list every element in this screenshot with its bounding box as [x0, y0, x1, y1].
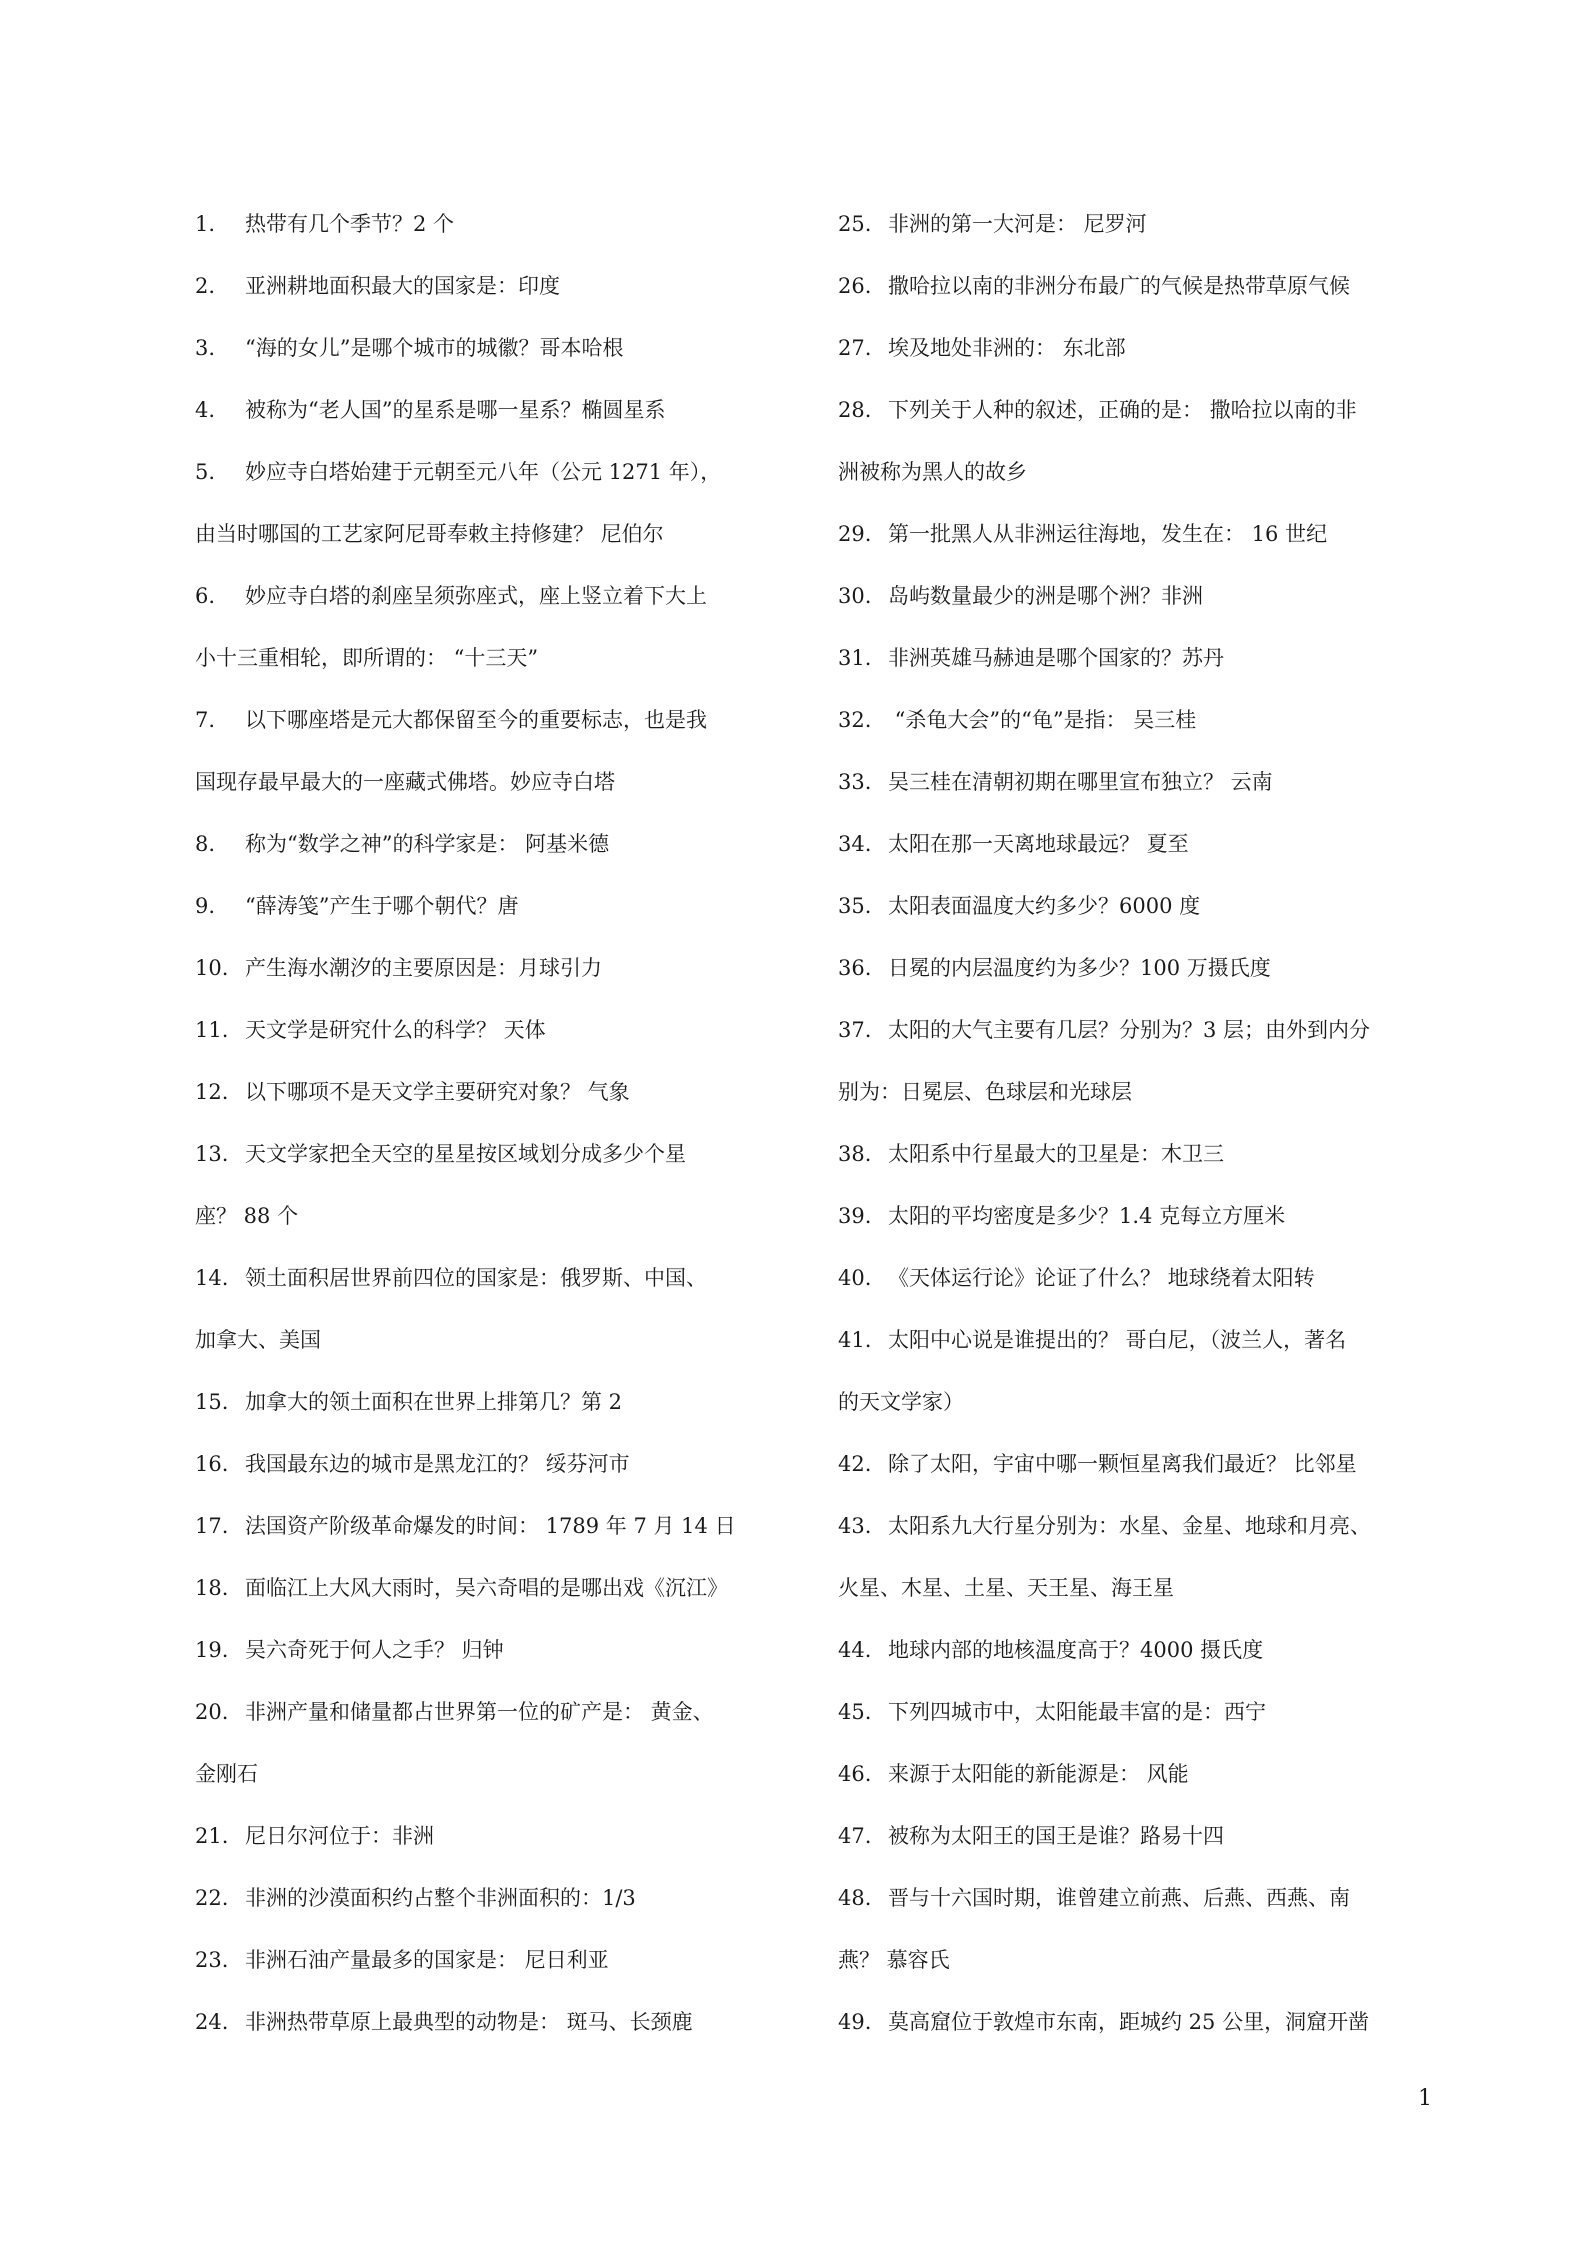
item-number: 38.	[838, 1142, 872, 1166]
text-line	[195, 1630, 795, 1692]
item-text: 领土面积居世界前四位的国家是：俄罗斯、中国、	[245, 1266, 707, 1290]
item-text: 下列关于人种的叙述，正确的是： 撒哈拉以南的非	[888, 398, 1357, 422]
item-number: 23.	[195, 1948, 229, 1972]
text-line	[195, 204, 795, 266]
item-text: 太阳的平均密度是多少？1.4 克每立方厘米	[888, 1204, 1286, 1228]
item-text: 我国最东边的城市是黑龙江的？ 绥芬河市	[245, 1452, 630, 1476]
item-text: 金刚石	[195, 1762, 258, 1786]
text-line	[838, 266, 1438, 328]
text-line	[838, 1444, 1438, 1506]
left-column	[195, 204, 795, 2064]
text-line	[838, 1940, 1438, 2002]
item-number: 13.	[195, 1142, 229, 1166]
item-text: 洲被称为黑人的故乡	[838, 460, 1027, 484]
item-text: 由当时哪国的工艺家阿尼哥奉敕主持修建？ 尼伯尔	[195, 522, 664, 546]
item-text: 日冕的内层温度约为多少？100 万摄氏度	[888, 956, 1271, 980]
text-line	[195, 1940, 795, 2002]
text-line	[838, 390, 1438, 452]
item-text: 太阳系九大行星分别为：水星、金星、地球和月亮、	[888, 1514, 1371, 1538]
item-text: 太阳系中行星最大的卫星是：木卫三	[888, 1142, 1224, 1166]
item-text: 以下哪座塔是元大都保留至今的重要标志，也是我	[245, 708, 707, 732]
item-text: 太阳在那一天离地球最远？ 夏至	[888, 832, 1189, 856]
text-line	[838, 948, 1438, 1010]
item-number: 30.	[838, 584, 872, 608]
item-text: 非洲产量和储量都占世界第一位的矿产是： 黄金、	[245, 1700, 714, 1724]
item-number: 33.	[838, 770, 872, 794]
text-line	[838, 1010, 1438, 1072]
item-text: 撒哈拉以南的非洲分布最广的气候是热带草原气候	[888, 274, 1350, 298]
item-number: 14.	[195, 1266, 229, 1290]
item-number: 47.	[838, 1824, 872, 1848]
item-number: 12.	[195, 1080, 229, 1104]
text-line	[838, 1692, 1438, 1754]
item-number: 9.	[195, 894, 216, 918]
text-line	[195, 514, 795, 576]
item-text: “薛涛笺”产生于哪个朝代？唐	[245, 894, 519, 918]
item-number: 46.	[838, 1762, 872, 1786]
text-line	[195, 1754, 795, 1816]
text-line	[195, 266, 795, 328]
item-number: 3.	[195, 336, 216, 360]
item-text: 太阳的大气主要有几层？分别为？3 层；由外到内分	[888, 1018, 1371, 1042]
item-number: 2.	[195, 274, 216, 298]
text-line	[195, 1506, 795, 1568]
text-line	[838, 204, 1438, 266]
item-number: 18.	[195, 1576, 229, 1600]
item-text: 埃及地处非洲的： 东北部	[888, 336, 1126, 360]
item-text: 莫高窟位于敦煌市东南，距城约 25 公里，洞窟开凿	[888, 2010, 1370, 2034]
item-number: 39.	[838, 1204, 872, 1228]
item-number: 16.	[195, 1452, 229, 1476]
item-number: 45.	[838, 1700, 872, 1724]
item-number: 42.	[838, 1452, 872, 1476]
item-number: 21.	[195, 1824, 229, 1848]
item-text: 下列四城市中，太阳能最丰富的是：西宁	[888, 1700, 1266, 1724]
item-number: 32.	[838, 708, 872, 732]
item-number: 4.	[195, 398, 216, 422]
item-number: 27.	[838, 336, 872, 360]
text-line	[838, 700, 1438, 762]
text-line	[195, 1320, 795, 1382]
text-line	[195, 1382, 795, 1444]
item-text: 晋与十六国时期，谁曾建立前燕、后燕、西燕、南	[888, 1886, 1350, 1910]
item-number: 19.	[195, 1638, 229, 1662]
item-text: 非洲热带草原上最典型的动物是： 斑马、长颈鹿	[245, 2010, 693, 2034]
text-line	[838, 1196, 1438, 1258]
text-line	[195, 700, 795, 762]
text-line	[195, 2002, 795, 2064]
item-number: 43.	[838, 1514, 872, 1538]
item-number: 22.	[195, 1886, 229, 1910]
item-number: 26.	[838, 274, 872, 298]
item-text: 国现存最早最大的一座藏式佛塔。妙应寺白塔	[195, 770, 615, 794]
item-text: 热带有几个季节？2 个	[245, 212, 455, 236]
item-number: 36.	[838, 956, 872, 980]
text-line	[838, 1878, 1438, 1940]
item-text: 太阳表面温度大约多少？6000 度	[888, 894, 1201, 918]
item-text: 天文学是研究什么的科学？ 天体	[245, 1018, 546, 1042]
text-line	[838, 1382, 1438, 1444]
item-number: 17.	[195, 1514, 229, 1538]
text-line	[195, 824, 795, 886]
item-text: 面临江上大风大雨时，吴六奇唱的是哪出戏《沉江》	[245, 1576, 728, 1600]
item-number: 6.	[195, 584, 216, 608]
item-text: 被称为太阳王的国王是谁？路易十四	[888, 1824, 1224, 1848]
text-line	[195, 1878, 795, 1940]
text-line	[195, 1134, 795, 1196]
text-line	[838, 1630, 1438, 1692]
item-text: 加拿大、美国	[195, 1328, 321, 1352]
item-number: 28.	[838, 398, 872, 422]
item-number: 5.	[195, 460, 216, 484]
item-number: 20.	[195, 1700, 229, 1724]
text-line	[195, 576, 795, 638]
item-number: 31.	[838, 646, 872, 670]
text-line	[195, 886, 795, 948]
item-number: 1.	[195, 212, 216, 236]
text-line	[838, 1072, 1438, 1134]
text-line	[838, 1258, 1438, 1320]
item-number: 44.	[838, 1638, 872, 1662]
item-text: 亚洲耕地面积最大的国家是：印度	[245, 274, 560, 298]
item-text: 座？ 88 个	[195, 1204, 299, 1228]
text-line	[838, 762, 1438, 824]
item-text: 太阳中心说是谁提出的？ 哥白尼，（波兰人，著名	[888, 1328, 1347, 1352]
item-text: 的天文学家）	[838, 1390, 964, 1414]
item-number: 40.	[838, 1266, 872, 1290]
item-text: “海的女儿”是哪个城市的城徽？哥本哈根	[245, 336, 624, 360]
item-text: 称为“数学之神”的科学家是： 阿基米德	[245, 832, 610, 856]
item-text: 第一批黑人从非洲运往海地，发生在： 16 世纪	[888, 522, 1328, 546]
text-line	[195, 1196, 795, 1258]
item-text: 《天体运行论》论证了什么？ 地球绕着太阳转	[888, 1266, 1315, 1290]
text-line	[838, 1134, 1438, 1196]
text-line	[838, 638, 1438, 700]
item-number: 11.	[195, 1018, 229, 1042]
item-text: 以下哪项不是天文学主要研究对象？ 气象	[245, 1080, 630, 1104]
text-line	[838, 1816, 1438, 1878]
text-line	[195, 762, 795, 824]
item-text: 吴六奇死于何人之手？ 归钟	[245, 1638, 504, 1662]
right-column	[838, 204, 1438, 2064]
item-text: 天文学家把全天空的星星按区域划分成多少个星	[245, 1142, 686, 1166]
item-number: 7.	[195, 708, 216, 732]
item-text: 除了太阳，宇宙中哪一颗恒星离我们最近？ 比邻星	[888, 1452, 1357, 1476]
text-line	[195, 1692, 795, 1754]
page-number: 1	[1418, 2086, 1432, 2111]
item-number: 8.	[195, 832, 216, 856]
text-line	[838, 514, 1438, 576]
text-line	[838, 1320, 1438, 1382]
item-text: 妙应寺白塔始建于元朝至元八年（公元 1271 年），	[245, 460, 722, 484]
text-line	[195, 638, 795, 700]
item-text: 妙应寺白塔的刹座呈须弥座式，座上竖立着下大上	[245, 584, 707, 608]
item-text: 被称为“老人国”的星系是哪一星系？椭圆星系	[245, 398, 666, 422]
text-line	[195, 328, 795, 390]
item-number: 24.	[195, 2010, 229, 2034]
item-text: 非洲石油产量最多的国家是： 尼日利亚	[245, 1948, 609, 1972]
text-line	[195, 452, 795, 514]
text-line	[838, 886, 1438, 948]
text-line	[838, 2002, 1438, 2064]
item-text: 火星、木星、土星、天王星、海王星	[838, 1576, 1174, 1600]
item-text: 法国资产阶级革命爆发的时间： 1789 年 7 月 14 日	[245, 1514, 736, 1538]
item-text: 燕？ 慕容氏	[838, 1948, 950, 1972]
text-line	[195, 1072, 795, 1134]
text-line	[838, 1506, 1438, 1568]
item-text: 加拿大的领土面积在世界上排第几？第 2	[245, 1390, 623, 1414]
text-line	[195, 1010, 795, 1072]
item-number: 25.	[838, 212, 872, 236]
item-text: 尼日尔河位于：非洲	[245, 1824, 434, 1848]
item-text: 吴三桂在清朝初期在哪里宣布独立？ 云南	[888, 770, 1273, 794]
text-line	[195, 948, 795, 1010]
item-number: 41.	[838, 1328, 872, 1352]
text-line	[195, 1816, 795, 1878]
item-text: 小十三重相轮，即所谓的： “十三天”	[195, 646, 539, 670]
text-line	[838, 328, 1438, 390]
item-number: 37.	[838, 1018, 872, 1042]
text-line	[838, 576, 1438, 638]
text-line	[838, 1754, 1438, 1816]
text-line	[195, 1568, 795, 1630]
item-text: 非洲英雄马赫迪是哪个国家的？苏丹	[888, 646, 1224, 670]
item-number: 34.	[838, 832, 872, 856]
item-text: 非洲的沙漠面积约占整个非洲面积的：1/3	[245, 1886, 636, 1910]
item-number: 35.	[838, 894, 872, 918]
text-line	[195, 1444, 795, 1506]
item-number: 48.	[838, 1886, 872, 1910]
text-line	[195, 1258, 795, 1320]
item-text: 岛屿数量最少的洲是哪个洲？非洲	[888, 584, 1203, 608]
item-number: 49.	[838, 2010, 872, 2034]
text-line	[838, 824, 1438, 886]
item-text: “杀龟大会”的“龟”是指： 吴三桂	[888, 708, 1197, 732]
item-number: 29.	[838, 522, 872, 546]
item-text: 来源于太阳能的新能源是： 风能	[888, 1762, 1189, 1786]
text-line	[838, 452, 1438, 514]
item-number: 10.	[195, 956, 229, 980]
item-text: 别为：日冕层、色球层和光球层	[838, 1080, 1132, 1104]
item-number: 15.	[195, 1390, 229, 1414]
item-text: 产生海水潮汐的主要原因是：月球引力	[245, 956, 602, 980]
item-text: 非洲的第一大河是： 尼罗河	[888, 212, 1147, 236]
text-line	[195, 390, 795, 452]
item-text: 地球内部的地核温度高于？4000 摄氏度	[888, 1638, 1264, 1662]
text-line	[838, 1568, 1438, 1630]
